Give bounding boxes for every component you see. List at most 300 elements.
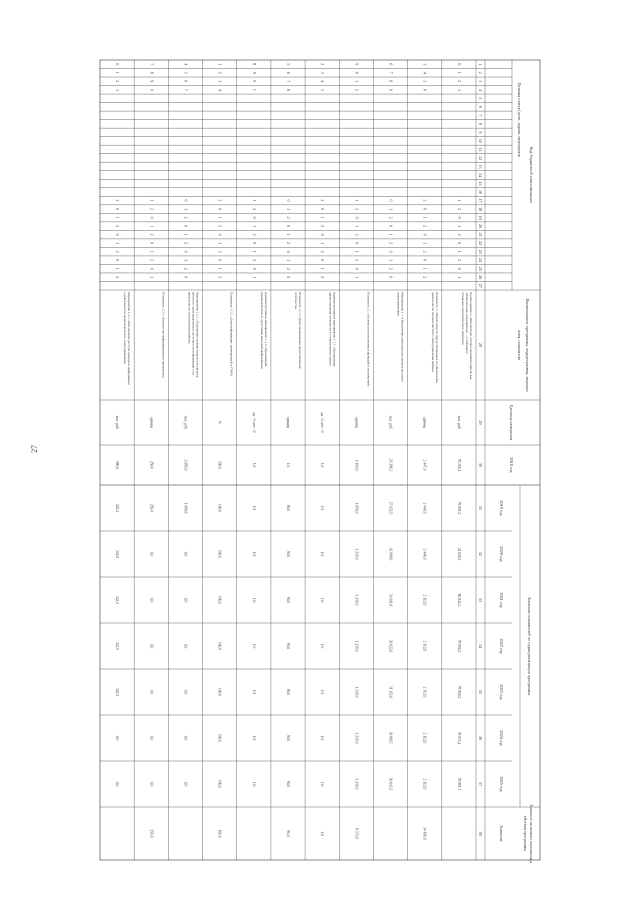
code-digit: 2 bbox=[388, 216, 394, 219]
row-base: 1 494,0 bbox=[354, 459, 359, 471]
code-digit: 0 bbox=[286, 199, 291, 202]
code-digit: 3 bbox=[456, 88, 462, 91]
header-year: 2025 год bbox=[499, 776, 504, 792]
code-digit: 0 bbox=[217, 208, 223, 211]
code-digit: 2 bbox=[354, 88, 360, 91]
row-unit: единиц bbox=[149, 416, 154, 429]
row-value: 1,0 bbox=[251, 505, 256, 511]
code-digit: 1 bbox=[320, 242, 326, 245]
code-digit: 8 bbox=[286, 88, 291, 91]
code-digit: 1 bbox=[456, 225, 462, 228]
row-value: 0,0 bbox=[149, 735, 154, 741]
code-digit: 0 bbox=[183, 199, 189, 202]
row-final: 100,0 bbox=[217, 829, 222, 838]
row-value: 0,0 bbox=[149, 551, 154, 557]
row-value: 100,0 bbox=[217, 595, 222, 605]
row-base: 1,0 bbox=[286, 462, 290, 468]
row-unit: да - 1, нет - 0 bbox=[320, 412, 325, 433]
code-digit: 7 bbox=[183, 88, 189, 91]
code-digit: 3 bbox=[320, 71, 326, 74]
code-digit: 0 bbox=[286, 250, 291, 253]
row-value: 30 669,7 bbox=[388, 731, 393, 745]
code-digit: 0 bbox=[354, 216, 360, 219]
code-digit: 1 bbox=[354, 250, 360, 253]
code-digit: 1 bbox=[183, 208, 189, 211]
col-number: 37 bbox=[478, 782, 483, 786]
row-name: взаимодействия со средствами массовой информации» bbox=[259, 292, 264, 370]
row-value: 2 112,0 bbox=[422, 778, 427, 790]
col-number: 33 bbox=[478, 598, 483, 602]
code-digit: 1 bbox=[456, 250, 462, 253]
code-digit: 0 bbox=[149, 267, 155, 270]
row-base: 78 350,1 bbox=[456, 458, 461, 472]
code-digit: 0 bbox=[115, 259, 121, 262]
header-year: 2021 год bbox=[499, 592, 504, 608]
header-year: 2023 год bbox=[499, 684, 504, 700]
row-value: 90,0 bbox=[286, 642, 290, 650]
code-digit: 0 bbox=[320, 259, 326, 262]
code-digit: 1 bbox=[354, 276, 360, 279]
col-number: 34 bbox=[478, 644, 483, 648]
row-name: Административное мероприятие 1.1.2 «Организация bbox=[263, 292, 268, 367]
row-value: 0,0 bbox=[183, 551, 188, 557]
code-digit: 1 bbox=[320, 267, 326, 270]
row-final: 14 160,0 bbox=[422, 827, 427, 840]
row-name: деятельности органов местного самоуправления района» bbox=[430, 292, 435, 373]
header-final-cont: ействия программы bbox=[523, 815, 528, 852]
row-value: 90,0 bbox=[286, 504, 290, 512]
code-digit: 0 bbox=[354, 71, 360, 74]
code-digit: 2 bbox=[251, 208, 257, 211]
row-value: 79 950,2 bbox=[456, 639, 461, 653]
code-digit: 0 bbox=[183, 250, 189, 253]
row-final: 250,0 bbox=[149, 829, 154, 838]
row-value: 2 112,0 bbox=[422, 686, 427, 698]
code-digit: 1 bbox=[422, 216, 428, 219]
row-value: 1,0 bbox=[320, 597, 325, 603]
code-col-number: 27 bbox=[478, 283, 483, 288]
code-digit: 0 bbox=[388, 276, 394, 279]
row-name: о деятельности органов местного самоуправления» bbox=[123, 292, 128, 365]
code-digit: 2 bbox=[354, 208, 360, 211]
row-value: 342,5 bbox=[115, 687, 120, 697]
header-year: 2024 год bbox=[499, 730, 504, 746]
row-value: 1 498,6 bbox=[183, 502, 188, 514]
row-value: 100,0 bbox=[217, 687, 222, 697]
row-value: 1 219,0 bbox=[354, 732, 359, 744]
code-digit: 0 bbox=[286, 276, 291, 279]
row-value: 100,0 bbox=[217, 549, 222, 559]
row-name: Показатель 1.2.1 «Количество информационных материалов» bbox=[161, 292, 166, 379]
code-digit: 0 bbox=[388, 250, 394, 253]
code-digit: 1 bbox=[217, 216, 223, 219]
code-digit: 0 bbox=[422, 259, 428, 262]
row-value: 100,0 bbox=[217, 503, 222, 513]
code-digit: 2 bbox=[115, 276, 121, 279]
row-value: 30 622,6 bbox=[388, 639, 393, 653]
code-digit: 0 bbox=[320, 233, 326, 236]
col-number: 38 bbox=[478, 831, 483, 836]
row-name: Показатель 1.1.2 «Доля информации, размещенной в СМИ» bbox=[229, 292, 234, 377]
row-unit: тыс. руб. bbox=[388, 415, 393, 430]
code-digit: 0 bbox=[354, 242, 360, 245]
row-value: 100,0 bbox=[217, 641, 222, 651]
row-name: «Комплексная» предприятия ... устойчивого bbox=[465, 292, 469, 354]
code-digit: 2 bbox=[183, 242, 189, 245]
row-value: 1,0 bbox=[251, 689, 256, 695]
code-digit: 6 bbox=[183, 80, 189, 83]
code-digit: 1 bbox=[217, 63, 223, 66]
code-digit: 1 bbox=[422, 267, 428, 270]
code-digit: 0 bbox=[251, 242, 257, 245]
code-digit: 3 bbox=[422, 63, 428, 66]
row-value: 79 874,4 bbox=[456, 731, 461, 745]
code-col-number: 18 bbox=[478, 207, 483, 212]
code-digit: 1 bbox=[183, 233, 189, 236]
row-value: 100,0 bbox=[217, 733, 222, 743]
code-digit: 0 bbox=[251, 80, 257, 83]
code-col-number: 8 bbox=[478, 122, 483, 125]
col-number: 35 bbox=[478, 690, 483, 694]
row-name: предоставления отчетности в установленные сроки» bbox=[328, 292, 333, 367]
code-digit: 2 bbox=[422, 276, 428, 279]
row-value: 0,0 bbox=[183, 781, 188, 787]
row-value: 31 601,8 bbox=[388, 593, 393, 607]
row-unit: тыс. руб. bbox=[456, 415, 461, 430]
code-digit: 0 bbox=[422, 208, 428, 211]
row-unit: тыс. руб. bbox=[115, 415, 120, 430]
code-digit: 2 bbox=[251, 259, 257, 262]
code-digit: 0 bbox=[115, 208, 121, 211]
code-col-number: 16 bbox=[478, 190, 483, 195]
code-digit: 2 bbox=[217, 71, 223, 74]
row-unit: единиц bbox=[354, 416, 359, 429]
row-base: 1,0 bbox=[320, 462, 325, 468]
code-digit: 0 bbox=[286, 225, 291, 228]
code-digit: 1 bbox=[149, 276, 155, 279]
code-digit: 4 bbox=[217, 88, 223, 91]
code-digit: 1 bbox=[320, 216, 326, 219]
code-digit: 5 bbox=[422, 80, 428, 83]
row-value: 100,0 bbox=[217, 779, 222, 789]
row-value: 245,4 bbox=[115, 503, 120, 513]
code-digit: 2 bbox=[422, 199, 428, 202]
code-col-number: 24 bbox=[478, 258, 483, 263]
code-digit: 2 bbox=[217, 276, 223, 279]
row-unit: единиц bbox=[286, 416, 290, 429]
code-digit: 1 bbox=[286, 208, 291, 211]
code-digit: 2 bbox=[115, 199, 121, 202]
code-digit: 1 bbox=[388, 259, 394, 262]
row-name: самоуправления» bbox=[396, 292, 401, 317]
row-value: 1,0 bbox=[251, 551, 256, 557]
code-col-number: 19 bbox=[478, 215, 483, 220]
row-value: 1,0 bbox=[320, 735, 325, 741]
code-col-number: 17 bbox=[478, 198, 483, 203]
code-digit: 0 bbox=[388, 225, 394, 228]
code-digit: 2 bbox=[115, 250, 121, 253]
header-values-group: Значения показателей по годам реализации программы bbox=[527, 596, 532, 696]
row-name: Показатель 1.1 «Количество исполненных функций и полномочий» bbox=[366, 292, 371, 387]
code-digit: 2 bbox=[320, 276, 326, 279]
row-value: 1 050,0 bbox=[354, 502, 359, 514]
row-value: 90,0 bbox=[286, 550, 290, 558]
code-col-number: 21 bbox=[478, 232, 483, 237]
code-digit: 5 bbox=[320, 88, 326, 91]
row-value: 1,0 bbox=[320, 781, 325, 787]
code-col-number: 26 bbox=[478, 275, 483, 280]
code-digit: 8 bbox=[149, 71, 155, 74]
row-value: 90,0 bbox=[286, 734, 290, 742]
code-digit: 1 bbox=[286, 233, 291, 236]
code-col-number: 22 bbox=[478, 241, 483, 246]
code-digit: 2 bbox=[354, 233, 360, 236]
row-value: 342,5 bbox=[115, 595, 120, 605]
code-digit: 2 bbox=[149, 233, 155, 236]
row-value: 1 219,0 bbox=[354, 686, 359, 698]
code-digit: 0 bbox=[456, 267, 462, 270]
code-digit: 0 bbox=[183, 225, 189, 228]
row-base: 180,0 bbox=[115, 460, 120, 470]
code-col-number: 7 bbox=[478, 114, 483, 117]
header-name: Наименование программы, подпрограммы, меропри bbox=[525, 298, 530, 392]
table-border bbox=[100, 60, 540, 860]
code-digit: 0 bbox=[149, 216, 155, 219]
row-value: 2 440,0 bbox=[422, 502, 427, 514]
code-digit: 0 bbox=[217, 233, 223, 236]
code-digit: 2 bbox=[456, 233, 462, 236]
code-digit: 2 bbox=[251, 233, 257, 236]
row-value: 0,0 bbox=[149, 597, 154, 603]
code-digit: 0 bbox=[149, 88, 155, 91]
code-digit: 2 bbox=[217, 250, 223, 253]
row-value: 42 998,6 bbox=[388, 547, 393, 561]
row-value: 0,0 bbox=[183, 735, 188, 741]
code-digit: 4 bbox=[320, 80, 326, 83]
code-digit: 0 bbox=[115, 63, 121, 66]
code-digit: 9 bbox=[388, 88, 394, 91]
row-base: 2 085,9 bbox=[183, 459, 188, 471]
code-digit: 2 bbox=[183, 216, 189, 219]
code-digit: 1 bbox=[149, 199, 155, 202]
row-base: 2 447,0 bbox=[422, 459, 427, 471]
header-final-sub: Значение bbox=[499, 825, 504, 842]
row-value: 2 112,0 bbox=[422, 732, 427, 744]
code-digit: 2 bbox=[456, 208, 462, 211]
code-digit: 2 bbox=[320, 250, 326, 253]
code-digit: 2 bbox=[217, 199, 223, 202]
row-value: 0,0 bbox=[183, 597, 188, 603]
code-digit: 1 bbox=[251, 88, 257, 91]
code-digit: 0 bbox=[456, 242, 462, 245]
row-value: 0,0 bbox=[115, 735, 120, 741]
code-digit: 2 bbox=[149, 259, 155, 262]
code-col-number: 15 bbox=[478, 181, 483, 186]
code-digit: 4 bbox=[183, 63, 189, 66]
code-digit: 1 bbox=[183, 259, 189, 262]
row-value: 79 891,7 bbox=[456, 777, 461, 791]
row-name: отчетности» bbox=[294, 292, 299, 310]
code-digit: 2 bbox=[456, 259, 462, 262]
code-digit: 2 bbox=[388, 242, 394, 245]
code-digit: 9 bbox=[354, 63, 360, 66]
code-digit: 3 bbox=[217, 80, 223, 83]
row-value: 1 219,0 bbox=[354, 594, 359, 606]
row-value: 0,0 bbox=[183, 643, 188, 649]
row-value: 0,0 bbox=[149, 689, 154, 695]
code-digit: 2 bbox=[149, 208, 155, 211]
row-base: 21 286,3 bbox=[388, 458, 393, 472]
header-final: Значение на момент окончания д bbox=[529, 804, 534, 863]
code-col-number: 1 bbox=[478, 63, 483, 66]
row-name: Показатель 1 «Объем средств, предусмотренных на обеспечение bbox=[434, 292, 439, 383]
row-value: 1,0 bbox=[320, 551, 325, 557]
code-digit: 1 bbox=[388, 208, 394, 211]
code-digit: 7 bbox=[388, 71, 394, 74]
row-value: 2 112,0 bbox=[422, 594, 427, 606]
code-digit: 1 bbox=[286, 259, 291, 262]
code-digit: 2 bbox=[286, 242, 291, 245]
row-value: 250,0 bbox=[149, 503, 154, 513]
row-name: Подпрограмма 1 «Обеспечение сектора экономики района как bbox=[469, 292, 473, 380]
code-digit: 7 bbox=[149, 63, 155, 66]
code-digit: 2 bbox=[217, 225, 223, 228]
code-digit: 1 bbox=[115, 216, 121, 219]
code-digit: 8 bbox=[251, 63, 257, 66]
row-value: 30 643,2 bbox=[388, 777, 393, 791]
code-digit: 0 bbox=[251, 267, 257, 270]
row-value: 1 219,0 bbox=[354, 778, 359, 790]
row-unit: тыс. руб. bbox=[183, 415, 188, 430]
code-digit: 1 bbox=[422, 242, 428, 245]
code-digit: 6 bbox=[286, 71, 291, 74]
row-value: 80 844,3 bbox=[456, 593, 461, 607]
code-digit: 1 bbox=[149, 250, 155, 253]
code-digit: 0 bbox=[183, 276, 189, 279]
code-col-number: 2 bbox=[478, 71, 483, 74]
code-digit: 2 bbox=[320, 199, 326, 202]
code-digit: 6 bbox=[388, 63, 394, 66]
code-digit: 0 bbox=[320, 208, 326, 211]
header-unit: Единица измерения bbox=[509, 404, 514, 441]
row-value: 79 691,2 bbox=[456, 501, 461, 515]
row-unit: да - 1, нет - 0 bbox=[251, 412, 256, 433]
row-final: 90,0 bbox=[286, 830, 290, 837]
code-col-number: 13 bbox=[478, 164, 483, 169]
code-col-number: 12 bbox=[478, 155, 483, 160]
header-year: 2019 год bbox=[499, 500, 504, 516]
code-digit: 1 bbox=[354, 199, 360, 202]
code-digit: 2 bbox=[183, 267, 189, 270]
row-value: 1 219,0 bbox=[354, 640, 359, 652]
col-number: 36 bbox=[478, 736, 483, 740]
row-name: Мероприятие 1.3.1 «Обеспечение доступа граждан к информации bbox=[127, 292, 132, 385]
code-digit: 0 bbox=[115, 233, 121, 236]
code-digit: 2 bbox=[456, 80, 462, 83]
code-digit: 0 bbox=[251, 216, 257, 219]
code-col-number: 5 bbox=[478, 97, 483, 100]
code-col-number: 9 bbox=[478, 131, 483, 134]
row-unit: % bbox=[217, 421, 222, 424]
row-value: 341,6 bbox=[115, 549, 120, 559]
code-digit: 2 bbox=[115, 225, 121, 228]
code-digit: 9 bbox=[251, 71, 257, 74]
code-digit: 1 bbox=[115, 242, 121, 245]
row-final: 1,0 bbox=[320, 831, 325, 836]
col-number: 29 bbox=[478, 420, 483, 425]
row-value: 0,0 bbox=[183, 689, 188, 695]
header-base-year: 2018 год bbox=[509, 457, 514, 473]
row-value: 90,0 bbox=[286, 688, 290, 696]
code-digit: 1 bbox=[354, 225, 360, 228]
row-name: Показатель 1.1.1 «Доля своевременно представленной bbox=[298, 292, 303, 369]
code-digit: 1 bbox=[115, 71, 121, 74]
page-number: 27 bbox=[30, 445, 39, 453]
row-value: 342,5 bbox=[115, 641, 120, 651]
code-digit: 0 bbox=[456, 216, 462, 219]
row-value: 1 219,0 bbox=[354, 548, 359, 560]
row-name: деятельности для населения района» bbox=[187, 292, 192, 344]
row-value: 0,0 bbox=[149, 781, 154, 787]
code-digit: 1 bbox=[354, 80, 360, 83]
code-digit: 0 bbox=[354, 267, 360, 270]
code-digit: 2 bbox=[115, 80, 121, 83]
code-col-number: 10 bbox=[478, 138, 483, 143]
code-digit: 9 bbox=[149, 80, 155, 83]
code-col-number: 4 bbox=[478, 88, 483, 91]
code-digit: 2 bbox=[422, 250, 428, 253]
row-base: 250,0 bbox=[149, 460, 154, 470]
code-digit: 2 bbox=[286, 267, 291, 270]
code-digit: 8 bbox=[388, 80, 394, 83]
code-col-number: 23 bbox=[478, 249, 483, 254]
code-digit: 0 bbox=[456, 63, 462, 66]
code-digit: 1 bbox=[217, 267, 223, 270]
row-base: 1,0 bbox=[251, 462, 256, 468]
code-digit: 0 bbox=[388, 199, 394, 202]
row-value: 79 950,2 bbox=[456, 685, 461, 699]
code-digit: 1 bbox=[115, 267, 121, 270]
code-digit: 2 bbox=[320, 63, 326, 66]
code-digit: 1 bbox=[251, 225, 257, 228]
row-value: 2 440,0 bbox=[422, 548, 427, 560]
code-digit: 0 bbox=[422, 233, 428, 236]
code-digit: 1 bbox=[456, 199, 462, 202]
row-value: 1,0 bbox=[320, 643, 325, 649]
row-value: 1,0 bbox=[251, 643, 256, 649]
row-value: 27 032,5 bbox=[388, 501, 393, 515]
col-number: 30 bbox=[478, 463, 483, 467]
row-value: 0,0 bbox=[149, 643, 154, 649]
row-name: Административное мероприятие 1.1.1 «Организация bbox=[332, 292, 337, 367]
row-value: 0,0 bbox=[115, 781, 120, 787]
code-digit: 1 bbox=[149, 225, 155, 228]
code-digit: 0 bbox=[149, 242, 155, 245]
row-value: 90,0 bbox=[286, 780, 290, 788]
row-name: Мероприятие 1.2.1 «Повышение уровня открытости органов bbox=[195, 292, 200, 378]
code-col-number: 3 bbox=[478, 80, 483, 83]
code-digit: 2 bbox=[320, 225, 326, 228]
header-code-group: Код бюджетной классификации bbox=[529, 146, 534, 204]
row-final: 8 373,0 bbox=[354, 828, 359, 839]
row-unit: единиц bbox=[422, 416, 427, 429]
row-value: 1,0 bbox=[320, 689, 325, 695]
row-name: социально-экономического развития» bbox=[461, 292, 465, 346]
code-digit: 5 bbox=[183, 71, 189, 74]
code-col-number: 25 bbox=[478, 266, 483, 271]
code-col-number: 11 bbox=[478, 147, 483, 152]
row-base: 100,0 bbox=[217, 460, 222, 470]
